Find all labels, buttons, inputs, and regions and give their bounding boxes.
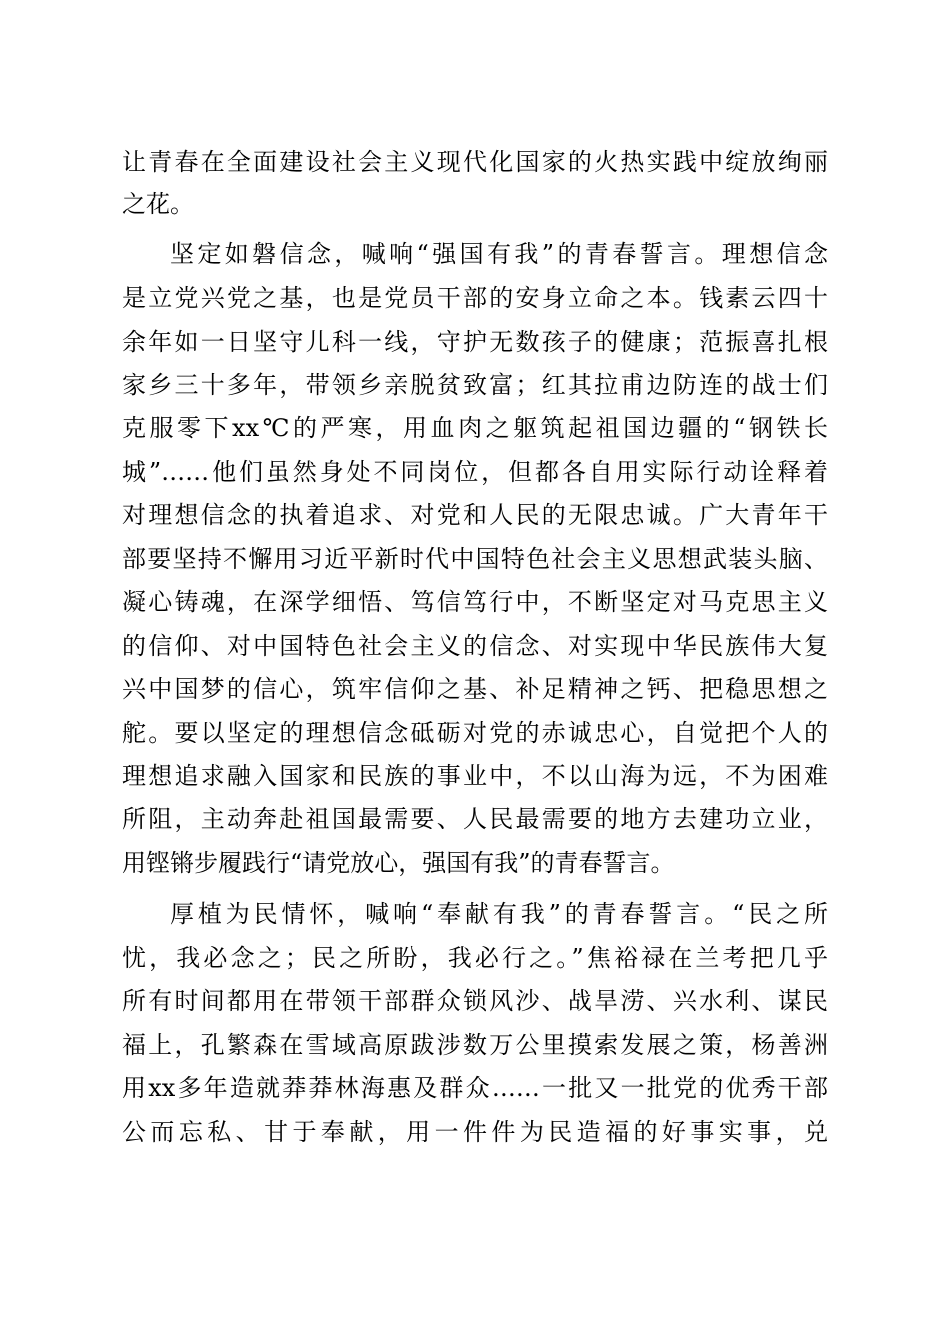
paragraph-2-line-8: 部要坚持不懈用习近平新时代中国特色社会主义思想武装头脑、	[122, 545, 828, 573]
paragraph-3-line-2: 忧，我必念之；民之所盼，我必行之。”焦裕禄在兰考把几乎	[122, 944, 828, 972]
paragraph-3-line-3: 所有时间都用在带领干部群众锁风沙、战旱涝、兴水利、谋民	[122, 987, 828, 1015]
paragraph-2-line-2: 是立党兴党之基，也是党员干部的安身立命之本。钱素云四十	[122, 284, 828, 312]
paragraph-3-line-6: 公而忘私、甘于奉献，用一件件为民造福的好事实事，兑	[122, 1118, 828, 1146]
paragraph-1-line-2: 之花。	[122, 190, 194, 218]
paragraph-2-line-5: 克服零下xx℃的严寒，用血肉之躯筑起祖国边疆的“钢铁长	[122, 414, 828, 442]
paragraph-2-line-4: 家乡三十多年，带领乡亲脱贫致富；红其拉甫边防连的战士们	[122, 371, 828, 399]
paragraph-2-line-1: 坚定如磐信念，喊响“强国有我”的青春誓言。理想信念	[170, 240, 828, 268]
paragraph-2-line-15: 用铿锵步履践行“请党放心，强国有我”的青春誓言。	[122, 849, 675, 877]
paragraph-2-line-3: 余年如一日坚守儿科一线，守护无数孩子的健康；范振喜扎根	[122, 328, 828, 356]
paragraph-2-line-6: 城”……他们虽然身处不同岗位，但都各自用实际行动诠释着	[122, 458, 828, 486]
paragraph-3-line-1: 厚植为民情怀，喊响“奉献有我”的青春誓言。“民之所	[170, 900, 828, 928]
paragraph-3-line-5: 用xx多年造就莽莽林海惠及群众……一批又一批党的优秀干部	[122, 1074, 828, 1102]
paragraph-2-line-7: 对理想信念的执着追求、对党和人民的无限忠诚。广大青年干	[122, 501, 828, 529]
paragraph-1-line-1: 让青春在全面建设社会主义现代化国家的火热实践中绽放绚丽	[122, 148, 828, 176]
paragraph-3-line-4: 福上，孔繁森在雪域高原跋涉数万公里摸索发展之策，杨善洲	[122, 1031, 828, 1059]
paragraph-2-line-13: 理想追求融入国家和民族的事业中，不以山海为远，不为困难	[122, 762, 828, 790]
paragraph-2-line-11: 兴中国梦的信心，筑牢信仰之基、补足精神之钙、把稳思想之	[122, 675, 828, 703]
paragraph-2-line-9: 凝心铸魂，在深学细悟、笃信笃行中，不断坚定对马克思主义	[122, 588, 828, 616]
paragraph-2-line-14: 所阻，主动奔赴祖国最需要、人民最需要的地方去建功立业，	[122, 805, 828, 833]
paragraph-2-line-12: 舵。要以坚定的理想信念砥砺对党的赤诚忠心，自觉把个人的	[122, 719, 828, 747]
paragraph-2-line-10: 的信仰、对中国特色社会主义的信念、对实现中华民族伟大复	[122, 632, 828, 660]
